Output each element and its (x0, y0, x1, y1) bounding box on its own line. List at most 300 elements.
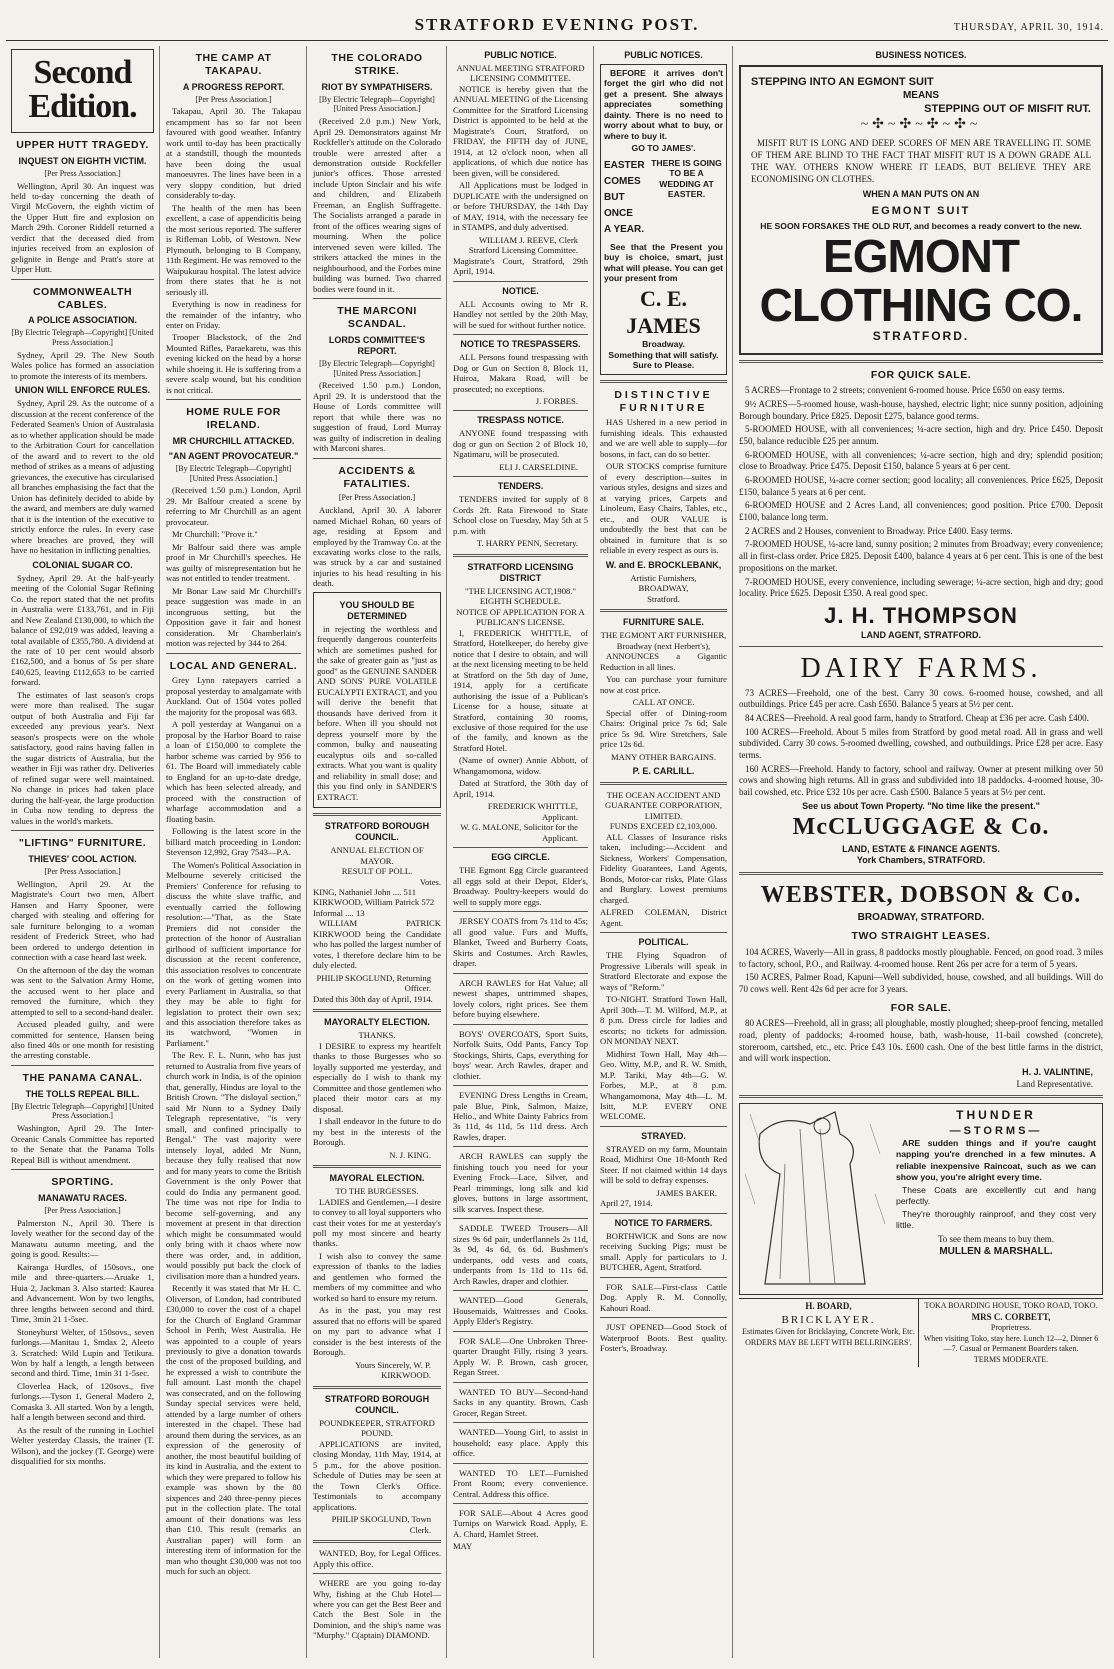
ad-line: THUNDER (956, 1108, 1036, 1123)
ad-text: They're thoroughly rainproof, and they cost very little. (896, 1209, 1096, 1231)
property-item: 2 ACRES and 2 Houses, convenient to Broadway. Price £400. Easy terms. (745, 525, 1013, 536)
divider (453, 281, 588, 282)
divider (739, 360, 1103, 363)
james-advertisement (600, 64, 727, 375)
ad-line: LAND AGENT, STRATFORD. (861, 630, 981, 641)
property-item: 6-ROOMED HOUSE and 2 Acres Land, all conveniences; good position. Price £700. Deposit £100, balance long term. (739, 500, 1103, 523)
column-rule (732, 46, 733, 1658)
notice-heading: PUBLIC NOTICE. (484, 50, 557, 60)
ad-line: STEPPING INTO AN EGMONT SUIT (751, 75, 934, 88)
article-text: Cloverlea Hack, of 120sovs., five furlongs.—Tyson 1, General Madero 2, Comaska 3. All started. Won by a length, half a length between second and third. (11, 1380, 154, 1423)
notice-heading: POLITICAL. (638, 937, 689, 948)
notice-subheading: EIGHTH SCHEDULE. (479, 596, 562, 607)
ad-line: EGMONT SUIT (871, 204, 971, 217)
ad-line: MANY OTHER BARGAINS. (611, 751, 716, 762)
article-text: Sydney, April 29. At the half-yearly meeting of the Colonial Sugar Refining Co. the report stated that the net profits in Australia were £133,761, and in Fiji and New Zealand £130,000, to which the balance of £92,019 was added, leaving a total available of £355,780. A dividend at the rate of 10 per cent would absorb £162,500, and a bonus of 5s per share £40,625, leaving £112,653 to be carried forward. (11, 572, 154, 688)
classified-ad: WHERE are you going to-day Why, fishing at the Club Hotel—where you can get the Best Beer and Catch the Best Sole in the Dominion, and the ship's name was "Murphy." C(aptain) DIAMOND. (313, 1578, 441, 1641)
property-item: 5-ROOMED HOUSE, with all conveniences; ¼-acre section, high and dry. Price £450. Deposit £50, balance reducible £25 per annum. (739, 424, 1103, 446)
column-6 (734, 46, 1108, 1658)
mullen-text (890, 1104, 1102, 1294)
ad-line: Estimates Given for Bricklaying, Concrete Work, Etc. (742, 1327, 915, 1337)
notice-subheading: POUNDKEEPER, STRATFORD POUND. (319, 1417, 435, 1439)
notice-subheading: "THE LICENSING ACT,1908." (465, 585, 576, 596)
classified-ad: ARCH RAWLES for Hat Value; all newest shapes, untrimmed shapes, lovely colors, right prices. See them before buying elsewhere. (453, 977, 588, 1020)
property-list (739, 385, 1103, 600)
divider (453, 1422, 588, 1423)
notice-text: ALL Classes of Insurance risks taken, including:—Accident and Sickness, Workers' Compensation, Fidelity Guarantees, Land Agents, Bonds, Motor-car risks, Plate Glass and Burglary. Lowest premiums charged. (600, 831, 727, 905)
farm-item: 73 ACRES—Freehold, one of the best. Carry 30 cows. 6-roomed house, cowshed, and all outbuildings. Price £45 per acre. Cash £650. Balance 5 years at 5½ per cent. (739, 687, 1103, 710)
classified-ad: ARCH RAWLES can supply the finishing touch you need for your Evening Frock—Lace, Silver, and Pearl trimmings, long silk and kid gloves, buttons in large assortment, silk scarves. Inspect these. (453, 1151, 588, 1214)
signature: ALFRED COLEMAN, District Agent. (600, 907, 727, 928)
article-text: Mr Balfour said there was ample proof in Mr Churchill's speeches. He was guilty of misrepresentation but he was not entitled to tender treatment. (166, 541, 301, 584)
notice-text: ALL Accounts owing to Mr R. Handley not settled by the 20th May, will be sued for without further notice. (453, 298, 588, 330)
notice-text: TO-NIGHT. Stratford Town Hall, April 30th—T. M. Wilford, M.P., at 8 p.m. Dress circle for ladies and escorts; no tickets for admission. ON MONDAY NEXT. (600, 994, 727, 1047)
signature: T. HARRY PENN, Secretary. (476, 538, 578, 549)
divider (453, 1382, 588, 1383)
wire-credit: [By Electric Telegraph—Copyright] [United Press Association.] (319, 94, 435, 114)
headline: THE PANAMA CANAL. (22, 1071, 143, 1084)
ad-line: GO TO JAMES'. (631, 143, 696, 154)
subheadline: MANAWATU RACES. (38, 1192, 127, 1203)
divider (313, 813, 441, 816)
notice-text: ANYONE found trespassing with dog or gun on Section 2 of Block 10, Ngatimaru, will be prosecuted. (453, 428, 588, 460)
ad-line: CALL AT ONCE. (632, 697, 695, 708)
egmont-logo: EGMONT CLOTHING CO. (759, 230, 1083, 331)
ad-line: LAND, ESTATE & FINANCE AGENTS. (842, 843, 1000, 854)
article-text: (Received 1.50 p.m.) London, April 29. It is understood that the House of Lords committee will report that while there was no suggestion of fraud, Lord Murray was guilty of indiscretion in dealing with Marconi shares. (313, 380, 441, 454)
property-item: 6-ROOMED HOUSE, with all conveniences; ¼-acre section, high and dry; splendid position; close to Broadway. Price £475. Deposit £150, balance 5 years at 6 per cent. (739, 449, 1103, 472)
ad-heading: TWO STRAIGHT LEASES. (851, 930, 991, 943)
firm-line: Stratford. (647, 593, 680, 604)
notice-text: (Name of owner) Annie Abbott, of Whangamomona, widow. (453, 755, 588, 776)
ad-side-text (604, 158, 646, 238)
divider (453, 973, 588, 974)
raincoat-illustration (740, 1104, 890, 1294)
ad-side-line: BUT (604, 191, 625, 203)
ad-line: STRATFORD. (872, 328, 970, 343)
wire-credit: [Per Press Association.] (338, 493, 416, 503)
column-1 (6, 46, 159, 1658)
ad-line: ORDERS MAY BE LEFT WITH BELLRINGERS'. (745, 1337, 912, 1347)
notice-text: TENDERS invited for supply of 8 Cords 2ft. Rata Firewood to State School close on Tuesday, May 5th at 5 p.m. with (453, 494, 588, 536)
ad-line: MULLEN & MARSHALL. (939, 1246, 1053, 1258)
wire-credit: [Per Press Association.] (44, 866, 121, 876)
divider (313, 1573, 441, 1574)
bottom-ads (739, 1298, 1103, 1367)
article-text: Kairanga Hurdles, of 150sovs., one mile and three-quarters.—Aruake 1, Huia 2, Jackman 3. Also started: Kaurea and Advancement. Won by two lengths, three lengths between second and third. Time, 3min 21 1-5sec. (11, 1261, 154, 1325)
article-text: Recently it was stated that Mr H. C. Oliverson, of London, had contributed £30,000 to cover the cost of a chapel for the Church of England Grammar School in Perth, West Australia. He was appointed to a couple of years previously to give a donation towards the cost of the proposed building, and he expressed a wish to contribute the full amount. Last month the chapel was consecrated, and on the following Sunday special services were held, attended by a large number of others interested in the chapel. These had around them during the services, as an expression of the generosity of another, the most beautiful building of its kind in Australia, and the extent to which they were prepared to follow his example was shown by the 80 sixpences and 240 three-penny pieces put in the collection plate. The total amount of their donations was less than £10. This result (remarks an Australian paper) will form an interesting item of information for the man who thought £30,000 was not too much for such an object. (166, 1283, 301, 1577)
notice-text: Dated at Stratford, the 30th day of April, 1914. (453, 778, 588, 799)
notice-subheading: TO THE BURGESSES. (335, 1186, 419, 1197)
wire-credit: [Per Press Association.] (44, 168, 121, 178)
column-rule (306, 46, 307, 1658)
classified-ad: WANTED TO BUY—Second-hand Sacks in any quantity. Brown, Cash Grocer, Regan Street. (453, 1386, 588, 1418)
ad-text: OUR STOCKS comprise furniture of every description—suites in various styles, designs and sizes and at varying prices, Carpets and Linoleum, Easy Chairs, Tables, etc., etc., and OUR VALUE is undoubtedly the best that can be obtained in furniture that is so reliable in every respect as ours is. (600, 461, 727, 556)
subheadline: "AN AGENT PROVOCATEUR." (168, 450, 299, 461)
ad-heading: YOU SHOULD BE DETERMINED (339, 599, 415, 621)
notice-subheading: FUNDS EXCEED £2,103,000. (609, 821, 718, 832)
divider (600, 1213, 727, 1214)
notice-heading: EGG CIRCLE. (491, 852, 550, 863)
column-rule (159, 46, 160, 1658)
webster-name: WEBSTER, DOBSON & Co. (760, 882, 1082, 908)
ad-text: Special offer of Dining-room Chairs: Original price 7s 6d; Sale price 5s 9d. Wire Stretchers, Sale price 12s 6d. (600, 707, 727, 750)
divider (453, 334, 588, 335)
ad-line: Proprietress. (990, 1323, 1032, 1333)
notice-heading: STRATFORD BOROUGH COUNCIL. (324, 821, 430, 843)
divider (453, 1503, 588, 1504)
classified-ad: EVENING Dress Lengths in Cream, pale Blue, Pink, Salmon, Maize, Helio., and White Dainty Fabrics from 3s 11d, 4s 11d, 5s 11d dress. Arch Rawles, draper. (453, 1090, 588, 1142)
ad-side-line: ONCE (604, 207, 633, 219)
column-rule (593, 46, 594, 1658)
divider (453, 911, 588, 912)
mccluggage-name: McCLUGGAGE & Co. (792, 814, 1050, 841)
notice-date: April 27, 1914. (600, 1198, 653, 1209)
notice-heading: MAYORALTY ELECTION. (324, 1017, 430, 1028)
signature: H. J. VALINTINE, (1022, 1066, 1093, 1077)
ad-side-line: EASTER (604, 159, 645, 171)
property-item: 7-ROOMED HOUSE, every convenience, including sewerage; ¼-acre section, high and dry; good locality. Price £625. Deposit £350. A real good spec. (739, 576, 1103, 599)
notice-heading: STRAYED. (641, 1130, 686, 1141)
article-text: Stoneyhurst Welter, of 150sovs., seven furlongs.—Manitau 1, Smdax 2, Aleeto 3. Scratched: Wild Lupin and Tetikura. Won by half a length, a length between second and third. Time, 1min 31 1-5sec. (11, 1326, 154, 1379)
notice-text: As in the past, you may rest assured that no efforts will be spared on my part to advance what I consider is the best interests of the Borough. (313, 1305, 441, 1358)
article-text: Sydney, April 29. As the outcome of a discussion at the recent conference of the Federated Seamen's Union of Australasia as to whether application should be made to the Arbitration Court for cancellation of the award and to revert to the old method of strikes as a means of adjusting grievances, the executive has circularised all branches emphasising the fact that the Union has definitely decided to abide by the award, and members are duly warned that it is the intention of the executive to strictly enforce the rules. In every case where breaches are proved, they will have no hesitation in inflicting penalties. (11, 398, 154, 556)
signature: Yours Sincerely, W. P. KIRKWOOD. (355, 1359, 431, 1381)
article-text: The estimates of last season's crops were more than realised. The sugar output of both Australia and Fiji far exceeded any previous year's. Next season's prospects were on the whole satisfactory, good rains having fallen in the sugar districts of Australia, but the weather in Fiji was rather dry. Deliveries of refined sugar were well maintained. No change in prices had taken place during the half-year, the large production in Cuba now tending to depress the values in the world's markets. (11, 689, 154, 826)
signature: N. J. KING. (389, 1149, 431, 1160)
column-4 (448, 46, 593, 1658)
classified-ad: JUST OPENED—Good Stock of Waterproof Boots. Best quality. Foster's, Broadway. (600, 1322, 727, 1354)
ad-line: TERMS MODERATE. (973, 1354, 1049, 1364)
column-5 (595, 46, 732, 1658)
classified-ad: FOR SALE—About 4 Acres good Turnips on Warwick Road. Apply, E. A. Chard, Hamlet Street. (453, 1508, 588, 1539)
divider (11, 1169, 154, 1170)
divider (453, 476, 588, 477)
subheadline: UNION WILL ENFORCE RULES. (14, 385, 151, 396)
article-text: Mr Bonar Law said Mr Churchill's peace suggestion was made in an incongruous setting, but the Opposition gave it fair and honest consideration. Mr Chamberlain's motion was rejected by 344 to 264. (166, 585, 301, 649)
article-text: A poll yesterday at Wanganui on a proposal by the Harbor Board to raise a loan of £150,000 to complete the harbor scheme was carried by 956 to 61. The Board will immediately cable to England for an up-to-date dredge, which has been selected already, and proceed with the construction of wharfage accommodation and a floating basin. (166, 719, 301, 824)
article-text: Mr Churchill: "Prove it." (172, 529, 258, 540)
article-text: Grey Lynn ratepayers carried a proposal yesterday to amalgamate with Auckland. Out of 1504 votes polled the majority for the proposal was 683. (166, 675, 301, 717)
ad-line: H. BOARD, (805, 1301, 852, 1312)
ad-line: MEANS (902, 89, 940, 101)
poll-result: KIRKWOOD, William Patrick 572 (313, 897, 435, 908)
ad-line: See us about Town Property. "No time like the present." (802, 800, 1040, 811)
classified-ad: WANTED—Good Generals, Housemaids, Waitresses and Cooks. Apply Elder's Registry. (453, 1295, 588, 1327)
notice-heading: PUBLIC NOTICES. (624, 50, 703, 60)
divider (600, 1126, 727, 1127)
lease-item: 104 ACRES, Waverly—All in grass, 8 paddocks mostly ploughable. Fenced, on good road. 3 miles to factory, school, P.O., and Railway. 4-roomed house. Rent 26s per acre for a term of 5 years. (739, 946, 1103, 969)
article-text: The Women's Political Association in Melbourne severely criticised the Premiers' Conference for refusing to discuss the white slave traffic, and eventually carried the following resolution:—"That, as the State Premiers did not consider the protection of the honor of Australian girlhood of sufficient importance for discussion at the recent conference, this association resolves to concentrate on the work of getting women into every Parliament in Australia, so that they may be able to fight for legislation to protect their own sex; and this association therefore takes as its watchword, "Women in Parliament." (166, 859, 301, 1048)
classified-ad: WANTED—Young Girl, to assist in household; easy place. Apply this office. (453, 1427, 588, 1459)
divider (600, 1317, 727, 1318)
signature: Land Representative. (1016, 1078, 1093, 1089)
ad-line: MRS C. CORBETT, (971, 1311, 1051, 1322)
article-text: (Received 2.0 p.m.) New York, April 29. Demonstrators against Mr Rockfeller's attitude on the Colorado trouble were arrested after a demonstration outside Rockfeller junior's offices. Those arrested include Upton Sinclair and his wife and children, and Elizabeth Freeman, an English Suffragette. The Socialists arranged a parade in front of the offices wearing signs of mourning. When the police intervened seven were killed. The strikers attacked the mines in the neighbourhood, and the Forbes mine building was burned. Two charred bodies were found in it. (313, 116, 441, 294)
classified-ad: BOYS' OVERCOATS, Sport Suits, Norfolk Suits, Odd Pants, Fancy Top Stockings, Shirts, Caps, everything for boys' wear. Arch Rawles, draper and clothier. (453, 1028, 588, 1081)
article-text: Palmerston N., April 30. There is lovely weather for the second day of the Manawatu autumn meeting, and the going is good. Results:— (11, 1217, 154, 1260)
property-item: 7-ROOMED HOUSE, ¼-acre land, sunny position; 2 minutes from Broadway; every convenience; all in first-class order. Price £825. Deposit £400, balance 4 years at 6 per cent. This is one of the best propositions on the market. (739, 539, 1103, 573)
ad-heading: FOR QUICK SALE. (870, 368, 972, 381)
raincoat-figure-icon (740, 1104, 890, 1294)
ad-line: Something that will satisfy. Sure to Please. (608, 349, 719, 371)
ad-side-line: A YEAR. (604, 223, 645, 235)
subheadline: RIOT BY SYMPATHISERS. (321, 81, 433, 92)
ad-line: —STORMS— (949, 1124, 1043, 1137)
divider (453, 1290, 588, 1291)
divider (739, 872, 1103, 875)
lease-item: 80 ACRES—Freehold, all in grass; all ploughable, mostly ploughed; sheep-proof fencing, metalled road, plenty of paddocks; 4-roomed house, bath, wash-house, 11-bail cowshed (concrete), storeroom, cartshed, etc., etc. Price £43 10s. £600 cash. One of the best little farms in the district, and will work inspection. (739, 1018, 1103, 1064)
subheadline: THE TOLLS REPEAL BILL. (25, 1088, 140, 1099)
ad-line: Broadway. (642, 339, 685, 350)
ad-side-line: COMES (604, 175, 641, 187)
james-name: C. E. JAMES (626, 285, 701, 338)
signature: ELI J. CARSELDINE. (499, 461, 578, 472)
signature: WILLIAM J. REEVE, Clerk Stratford Licensing Committee. (468, 234, 578, 256)
divider (313, 298, 441, 299)
toka-advertisement (919, 1299, 1103, 1367)
property-item: 6-ROOMED HOUSE, ¼-acre corner section; good locality; all conveniences. Price £625, Deposit £150, balance 5 years at 6 per cent. (739, 475, 1103, 497)
article-text: Takapau, April 30. The Takapau encampment has so far not been favoured with good weather. Infantry work until to-day has been practically at a standstill, though the mounteds have been doing the usual manoeuvres. The lines have been in a very sloppy condition, but dried considerably to-day. (166, 106, 301, 201)
ad-line: BROADWAY, STRATFORD. (857, 912, 985, 924)
wire-credit: [Per Press Association.] (44, 1205, 121, 1215)
notice-text: I shall endeavor in the future to do my best in the interests of the Borough. (313, 1116, 441, 1148)
divider (600, 609, 727, 612)
wire-credit: [By Electric Telegraph—Copyright] [United Press Association.] (175, 463, 292, 483)
column-2 (161, 46, 306, 1658)
classified-ad: FOR SALE—One Unbroken Three-quarter Draught Filly, rising 3 years. Apply W. P. Brown, cash grocer, Regan Street. (453, 1335, 588, 1378)
board-advertisement (739, 1299, 919, 1367)
headline: THE CAMP AT TAKAPAU. (195, 52, 272, 77)
notice-heading: MAYORAL ELECTION. (329, 1173, 425, 1184)
property-item: 9½ ACRES—5-roomed house, wash-house, hayshed, electric light; nice sunny position, adjoining Borough boundary. Price £825. Deposit £275, balance good terms. (739, 398, 1103, 421)
signature: J. FORBES. (535, 395, 578, 406)
divider (600, 1277, 727, 1278)
ad-line: When visiting Toko, stay here. Lunch 12—2, Dinner 6—7. Casual or Permanent Boarders taken. (923, 1333, 1099, 1354)
ad-line: STEPPING OUT OF MISFIT RUT. (924, 102, 1091, 115)
classified-ad: FOR SALE—First-class Cattle Dog. Apply R. M. Connolly, Kahouri Road. (600, 1281, 727, 1313)
notice-heading: THE OCEAN ACCIDENT AND GUARANTEE CORPORATION, LIMITED. (605, 789, 722, 821)
notice-text: ALL Persons found trespassing with Dog or Gun on Section 8, Block 11, Huiroa, Makara Road, will be prosecuted; no exceptions. (453, 352, 588, 394)
ad-heading: FURNITURE SALE. (623, 617, 704, 628)
ad-text: MISFIT RUT IS LONG AND DEEP. SCORES OF MEN ARE TRAVELLING IT. SOME OF THEM ARE BLIND TO THE FACT THAT MISFIT RUT IS A DOWN GRADE ALL THE WAY. OTHERS KNOW WHERE IT LEADS, BUT BELIEVE THEY ARE ECONOMISING ON CLOTHES. (751, 138, 1091, 184)
article-text: The Rev. F. L. Nunn, who has just returned to Australia from five years of church work in India, is of the opinion that, generally, Hindus are loyal to the British Crown. "The disloyal section," said Mr Nunn to a Sydney Daily Telegraph representative, "is very small, and confined principally to Bengal." The vast majority were intensely loyal, added Mr Nunn, because they fully realised that now and for many years to come the British Government is the only Power that could do India any permanent good. The time was not ripe for India to become self-governing, and any movement at present in that direction which might be consummated would only bring with it chaos where now there was order, and, in addition, would possibly put back the clock of civilisation more than a hundred years. (166, 1050, 301, 1281)
subheadline: LORDS COMMITTEE'S REPORT. (328, 334, 426, 356)
newspaper-title: STRATFORD EVENING POST. (414, 15, 700, 34)
article-text: Sydney, April 29. The New South Wales police has formed an association to promote the interests of its members. (11, 349, 154, 381)
divider (313, 1165, 441, 1168)
issue-date: THURSDAY, APRIL 30, 1914. (953, 22, 1104, 33)
ad-text: These Coats are excellently cut and hang perfectly. (896, 1184, 1096, 1207)
divider (453, 1024, 588, 1025)
wire-credit: [By Electric Telegraph—Copyright] [United Press Association.] (11, 328, 154, 348)
egmont-advertisement (739, 65, 1103, 355)
classified-ad: SADDLE TWEED Trousers—All sizes 9s 6d pair, underflannels 2s 11d, 3s 9d, 4s 6d, 6s 6d. Bushmen's underpants, odd vests and coats, underpants from 1s 11d to 11s 6d. Arch Rawles, draper and clothier. (453, 1223, 588, 1286)
ad-text: ARE sudden things and if you're caught napping you're drenched in a few minutes. A reliable inexpensive Raincoat, such as we can show you, you're alright every time. (896, 1138, 1096, 1182)
divider (166, 653, 301, 654)
divider (11, 830, 154, 831)
notice-text: LADIES and Gentlemen,—I desire to convey to all loyal supporters who cast their votes for me at yesterday's poll my most sincere and hearty thanks. (313, 1196, 441, 1249)
article-text: As the result of the running in Lochiel Welter yesterday Classis, the trainer (T. Wilson), and the jockey (T. George) were disqualified for six months. (11, 1424, 154, 1467)
signature: PHILIP SKOGLUND, Town Clerk. (331, 1514, 431, 1535)
notice-text: WILLIAM PATRICK KIRKWOOD being the Candidate who has polled the largest number of votes, I therefore declare him to be duly elected. (313, 918, 441, 971)
ad-text: ANNOUNCES a Gigantic Reduction in all lines. (600, 651, 727, 672)
subheadline: A POLICE ASSOCIATION. (28, 315, 137, 326)
ornament-icon: ~✣~✣~✣~✣~ (860, 117, 982, 133)
divider (453, 1085, 588, 1086)
ad-layout (604, 158, 723, 238)
notice-text: THE Flying Squadron of Progressive Liberals will speak in Stratford Electorate and expose the ways of "Reform." (600, 950, 727, 992)
article-text: On the afternoon of the day the woman was sent to the Salvation Army Home, the accused went to her place and removed the furniture, which they attempted to sell to a second-hand dealer. (11, 964, 154, 1017)
divider (11, 1065, 154, 1066)
ad-line: York Chambers, STRATFORD. (856, 855, 986, 866)
notice-date: Dated this 30th day of April, 1914. (313, 993, 433, 1004)
ad-line: TOKA BOARDING HOUSE, TOKO ROAD, TOKO. (924, 1301, 1098, 1311)
notice-heading: NOTICE. (502, 285, 539, 296)
notice-heading: TRESPASS NOTICE. (477, 415, 564, 426)
column-rule (446, 46, 447, 1658)
wire-credit: [By Electric Telegraph—Copyright] [United Press Association.] (319, 358, 435, 378)
classified-ad: JERSEY COATS from 7s 11d to 45s; all good value. Furs and Muffs, Blanket, Tweed and Burberry Coats, Skirts and Costumes. Arch Rawles, draper. (453, 916, 588, 969)
wire-credit: [Per Press Association.] (195, 94, 272, 104)
notice-text: I wish also to convey the same expression of thanks to the ladies and gentlemen who formed the members of my committee and who worked so hard to ensure my return. (313, 1250, 441, 1303)
headline: COMMONWEALTH CABLES. (32, 285, 133, 311)
notice-text: All Applications must be lodged in DUPLICATE with the undersigned on or before THURSDAY, the 14th Day of MAY, 1914, with the necessary fee in STAMPS, and duly advertised. (453, 180, 588, 233)
notice-heading: NOTICE TO FARMERS. (614, 1217, 713, 1228)
divider (313, 458, 441, 459)
divider (453, 1218, 588, 1219)
signature: P. E. CARLILL. (632, 765, 695, 776)
sander-advertisement (313, 592, 441, 808)
headline: LOCAL AND GENERAL. (169, 659, 298, 672)
notice-text: I DESIRE to express my heartfelt thanks to those Burgesses who so loyally supported me yesterday, and especially do I wish to thank my Committee and those gentlemen who placed their motor cars at my disposal. (313, 1040, 441, 1114)
notice-heading: STRATFORD BOROUGH COUNCIL. (324, 1393, 430, 1415)
divider (166, 399, 301, 400)
divider (453, 847, 588, 848)
lease-item: 150 ACRES, Palmer Road, Kapuni—Well subdivided, house, cowshed, and all buildings. Will do 70 cows well. Rent 42s 6d per acre for 3 years. (739, 972, 1103, 994)
notice-text: APPLICATIONS are invited, closing Monday, 11th May, 1914, at 5 p.m., for the above position. Schedule of Duties may be seen at the Town Clerk's Office. Testimonials to accompany applications. (313, 1438, 441, 1512)
notice-subheading: RESULT OF POLL. (341, 866, 413, 877)
divider (600, 932, 727, 933)
notice-subheading: ANNUAL ELECTION OF MAYOR. (330, 845, 424, 866)
divider (600, 782, 727, 785)
edition-box (11, 49, 154, 133)
subheadline: A PROGRESS REPORT. (182, 81, 285, 92)
divider (313, 1009, 441, 1012)
notice-subheading: NOTICE OF APPLICATION FOR A PUBLICAN'S LICENSE. (456, 606, 585, 628)
ad-line: WHEN A MAN PUTS ON AN (862, 189, 980, 200)
headline: THE MARCONI SCANDAL. (337, 305, 417, 331)
notice-heading: TENDERS. (497, 481, 544, 492)
notice-subheading: ANNUAL MEETING STRATFORD LICENSING COMMITTEE. (456, 62, 585, 84)
notice-date: Magistrate's Court, Stratford, 29th April, 1914. (453, 255, 588, 277)
divider (11, 279, 154, 280)
ad-line: THERE IS GOING TO BE A WEDDING AT EASTER. (651, 157, 722, 200)
article-text: Accused pleaded guilty, and were committed for sentence, Hansen being also fined 40s or one month for resisting the arresting constable. (11, 1019, 154, 1061)
article-text: Washington, April 29. The Inter-Oceanic Canals Committee has reported to the Senate that the Panama Tolls Repeal Bill is without amendment. (11, 1123, 154, 1165)
ad-text: BEFORE it arrives don't forget the girl who did not get a present. She always appreciates something dainty. There is no need to worry about what to buy, or where to buy it. (604, 67, 723, 141)
headline: HOME RULE FOR IRELAND. (186, 406, 281, 432)
divider (453, 410, 588, 411)
divider (313, 1386, 441, 1389)
article-text: Wellington, April 29. At the Magistrate's Court two men, Albert Hansen and Harry Spooner, were charged with stealing and offering for sale furniture belonging to a woman resident of Frederick Street, who had been ordered to undergo detention in connection with a case heard last week. (11, 878, 154, 963)
article-text: (Received 1.50 p.m.) London, April 29. Mr Balfour created a scene by referring to Mr Churchill as an agent provocateur. (166, 485, 301, 527)
divider (453, 1146, 588, 1147)
ad-text: HAS Ushered in a new period in furnishing ideals. This exhausted and we are well able to supply—for bosons, in fact, can do so better. (600, 417, 727, 459)
ad-text: in rejecting the worthless and frequently dangerous counterfeits which are sometimes pushed for the sake of greater gain as "just as good" as the GENUINE SANDER AND SONS' PURE VOLATILE EUCALYPTI EXTRACT, and you will derive the benefit that thousands have derived from it before. When ill you should not depress yourself more by the common, bulky and nauseating eucalyptus oils and so-called extracts. What you want is quality and reliability in small dose; and this you find only in SANDER'S EXTRACT. (317, 623, 437, 802)
column-3 (308, 46, 446, 1658)
article-text: Wellington, April 30. An inquest was held to-day concerning the death of Virgil McGovern, the eighth victim of the Upper Hutt fire and explosion on March 29th. Coroner Riddell returned a verdict that the deceased died from injuries received from an explosion of gelignite in Benge and Pratt's store at Upper Hutt. (11, 180, 154, 275)
signature: FREDERICK WHITTLE, Applicant. (487, 801, 578, 822)
notice-text: BORTHWICK and Sons are now receiving Sucking Pigs; must be small. Apply for particulars to J. BUTCHER, Agent, Stratford. (600, 1230, 727, 1273)
divider (739, 1095, 1103, 1098)
signature: JAMES BAKER. (656, 1187, 717, 1198)
farm-item: 160 ACRES—Freehold. Handy to factory, school and railway. Owner at present milking over 50 cows and showing high returns. All in grass and subdivided into 18 paddocks. 4-roomed house, 30-bail cowshed, etc. Price £32 10s per acre. Cash £500. Balance 5 years at 5½ per cent. (739, 763, 1103, 798)
ad-heading: DAIRY FARMS. (800, 653, 1042, 685)
ad-text: You can purchase your furniture now at cost price. (600, 674, 727, 695)
poll-result: KING, Nathaniel John .... 511 (313, 886, 417, 897)
article-text: Auckland, April 30. A laborer named Michael Rohan, 60 years of age, residing at Epsom and employed by the Tramway Co. at the excavating works close to the rails, was struck by a car and sustained injuries to his head resulting in his death. (313, 505, 441, 589)
article-text: Trooper Blackstock, of the 2nd Mounted Rifles, Paraekaretu, was this evening kicked on the head by a horse while shoeing it. He is suffering from a severe scalp wound, but his condition is not critical. (166, 332, 301, 395)
subheadline: MR CHURCHILL ATTACKED. (172, 435, 295, 446)
headline: UPPER HUTT TRAGEDY. (16, 139, 149, 151)
ad-heading: FOR SALE. (890, 1001, 952, 1014)
notice-subheading: THANKS. (358, 1030, 396, 1041)
article-text: The health of the men has been excellent, a case of appendicitis being the most serious reported. The sufferer is Rifleman Lobb, of Westown. New Plymouth, belonging to B Company, 11th Regiment. He was removed to the Waipukurau hospital. The latest advice from there states that he is not seriously ill. (166, 202, 301, 297)
farm-item: 100 ACRES—Freehold. About 5 miles from Stratford by good metal road. All in grass and well subdivided. Carry 30 cows. 5-roomed dwelling, cowshed, and outbuildings. Price £28 per acre. Easy terms. (739, 726, 1103, 760)
signature: PHILIP SKOGLUND, Returning Officer. (316, 972, 431, 994)
notice-text: STRAYED on my farm, Mountain Road, Midhirst One 18-Month Red Steer. If not claimed within 14 days will be sold to defray expenses. (600, 1143, 727, 1186)
notice-heading: STRATFORD LICENSING DISTRICT (467, 561, 574, 583)
poll-result: Informal .... 13 (313, 907, 365, 918)
classified-ad: THE Egmont Egg Circle guaranteed all eggs sold at their Depot, Elder's, Broadway. Poultry-keepers would do well to supply more eggs. (453, 865, 588, 907)
masthead (0, 0, 1114, 38)
firm-line: Artistic Furnishers, (630, 572, 697, 583)
wire-credit: [By Electric Telegraph—Copyright] [United Press Association.] (11, 1101, 154, 1121)
classified-ad: WANTED, Boy, for Legal Offices. Apply this office. (313, 1548, 441, 1569)
divider (600, 380, 727, 383)
firm-name: W. and E. BROCKLEBANK, (605, 559, 722, 570)
notice-text: I, FREDERICK WHITTLE, of Stratford, Hotelkeeper, do hereby give notice that I desire to obtain, and will at the next licensing meeting to be held at Stratford on the 5th day of June, 1914, apply for a certificate authorising the issue of a Publican's License for a house, situate at Stratford, containing 30 rooms, exclusive of those required for the use of the family, and known as the Stratford Hotel. (453, 627, 588, 753)
votes-label: Votes. (419, 876, 441, 887)
article-text: Everything is now in readiness for the remainder of the infantry, who enter on Friday. (166, 299, 301, 330)
divider (313, 1540, 441, 1543)
headline: THE COLORADO STRIKE. (331, 52, 423, 77)
headline: "LIFTING" FURNITURE. (18, 837, 147, 850)
divider (453, 1331, 588, 1332)
firm-line: BROADWAY, (638, 583, 689, 594)
edition-heading: Second Edition. (28, 54, 137, 125)
masthead-rule (6, 40, 1108, 41)
ad-line: HE SOON FORSAKES THE OLD RUT, and becomes a ready convert to the new. (760, 221, 1082, 232)
article-text: Following is the latest score in the billiard match proceeding in London: Stevenson 12,992, Gray 7543—P.A. (166, 826, 301, 858)
mullen-advertisement (739, 1103, 1103, 1295)
notice-text: NOTICE is hereby given that the ANNUAL MEETING of the Licensing Committee for the Stratford Licensing District is appointed to be held at the Magistrate's Court, Stratford, on FRIDAY, the FIFTH day of JUNE, 1914, at 12 o'clock noon, when all applications, of which due notice has been given, will be considered. (453, 83, 588, 178)
ad-line: BRICKLAYER. (781, 1314, 876, 1327)
divider (453, 554, 588, 557)
headline: ACCIDENTS & FATALITIES. (338, 464, 416, 490)
farm-item: 84 ACRES—Freehold. A real good farm, handy to Stratford. Cheap at £36 per acre. Cash £400. (745, 712, 1089, 723)
ad-text: See that the Present you buy is choice, smart, just what will please. You can get your present from (604, 241, 723, 284)
property-item: 5 ACRES—Frontage to 2 streets; convenient 6-roomed house. Price £650 on easy terms. (745, 385, 1065, 396)
subheadline: THIEVES' COOL ACTION. (28, 854, 137, 865)
thompson-name: J. H. THOMPSON (824, 602, 1018, 628)
ad-line: THE EGMONT ART FURNISHER, Broadway (next Herbert's), (600, 630, 727, 651)
divider (453, 1463, 588, 1464)
notice-text: Midhirst Town Hall, May 4th—Geo. Witty, M.P., and R. W. Smith, M.P. Tariki, May 4th—G. W. Forbes, M.P., at 8 p.m. Whangamomona, May 4th—L. M. Isitt, M.P. EVERY ONE WELCOME. (600, 1048, 727, 1122)
ad-line: To see them means to buy them. (937, 1233, 1055, 1244)
classified-ad: WANTED TO LET—Furnished Front Room; every convenience. Central. Address this office. (453, 1467, 588, 1499)
